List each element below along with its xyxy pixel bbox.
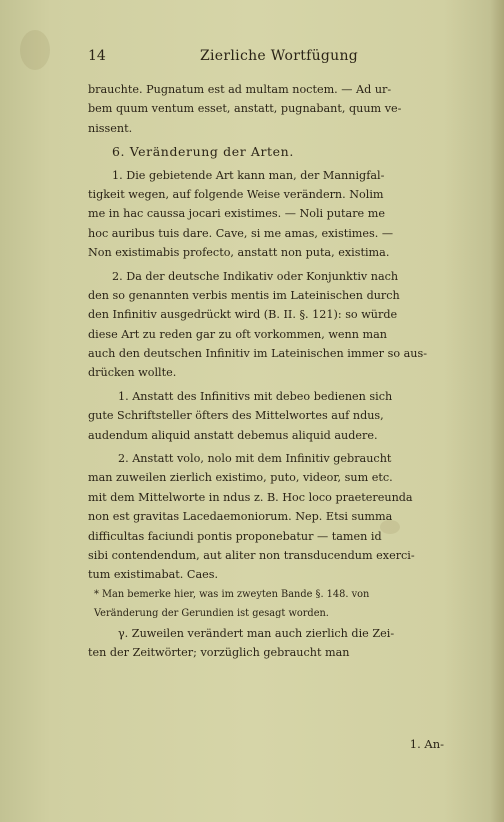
text-line: γ. Zuweilen verändert man auch zierlich die Zei- — [118, 626, 395, 640]
catchword: 1. An- — [409, 737, 444, 751]
text-line: tigkeit wegen, auf folgende Weise verändern. Nolim — [88, 187, 384, 201]
text-line: difficultas faciundi pontis proponebatur — tamen id — [88, 529, 382, 543]
text-line: nissent. — [88, 121, 133, 135]
text-line: brauchte. Pugnatum est ad multam noctem. — Ad ur- — [88, 83, 392, 96]
footnote-line: Veränderung der Gerundien ist gesagt worden. — [94, 608, 329, 620]
text-line: man zuweilen zierlich existimo, puto, videor, sum etc. — [88, 471, 393, 485]
text-line: mit dem Mittelworte in ndus z. B. Hoc loco praetereunda — [88, 490, 413, 504]
text-line: auch den deutschen Infinitiv im Lateinischen immer so aus- — [88, 347, 428, 361]
footnote — [88, 585, 470, 624]
text-line: 1. Die gebietende Art kann man, der Mannigfal- — [112, 168, 385, 182]
page-number: 14 — [88, 48, 106, 64]
text-line: me in hac caussa jocari existimes. — Noli putare me — [88, 207, 385, 221]
page-stain — [20, 30, 50, 70]
text-line: sibi contendendum, aut aliter non transducendum exerci- — [88, 548, 415, 562]
body-text — [88, 80, 470, 662]
text-line: 1. Anstatt des Infinitivs mit debeo bedienen sich — [118, 389, 393, 403]
text-line: Non existimabis profecto, anstatt non puta, existima. — [88, 246, 390, 260]
section-heading: 6. Veränderung der Arten. — [112, 144, 294, 160]
text-line: bem quum ventum esset, anstatt, pugnabant, quum ve- — [88, 102, 402, 116]
text-line: hoc auribus tuis dare. Cave, si me amas, existimes. — — [88, 226, 394, 240]
text-line: gute Schriftsteller öfters des Mittelwortes auf ndus, — [88, 409, 384, 423]
text-line: tum existimabat. Caes. — [88, 568, 219, 582]
footnote-line: * Man bemerke hier, was im zweyten Bande §. 148. von — [94, 588, 370, 600]
text-line: audendum aliquid anstatt debemus aliquid audere. — [88, 428, 378, 442]
page-edge-shadow — [490, 0, 504, 822]
text-line: 2. Anstatt volo, nolo mit dem Infinitiv gebraucht — [118, 452, 392, 466]
text-line: drücken wollte. — [88, 366, 177, 380]
page-header — [88, 48, 444, 68]
text-line: 2. Da der deutsche Indikativ oder Konjunktiv nach — [112, 269, 399, 283]
text-line: den so genannten verbis mentis im Lateinischen durch — [88, 288, 400, 302]
text-line: non est gravitas Lacedaemoniorum. Nep. Etsi summa — [88, 510, 393, 524]
text-line: diese Art zu reden gar zu oft vorkommen, wenn man — [88, 327, 387, 341]
text-line: den Infinitiv ausgedrückt wird (B. II. §. 121): so würde — [88, 308, 398, 322]
running-title: Zierliche Wortfügung — [200, 48, 359, 64]
text-line: ten der Zeitwörter; vorzüglich gebraucht man — [88, 645, 350, 659]
